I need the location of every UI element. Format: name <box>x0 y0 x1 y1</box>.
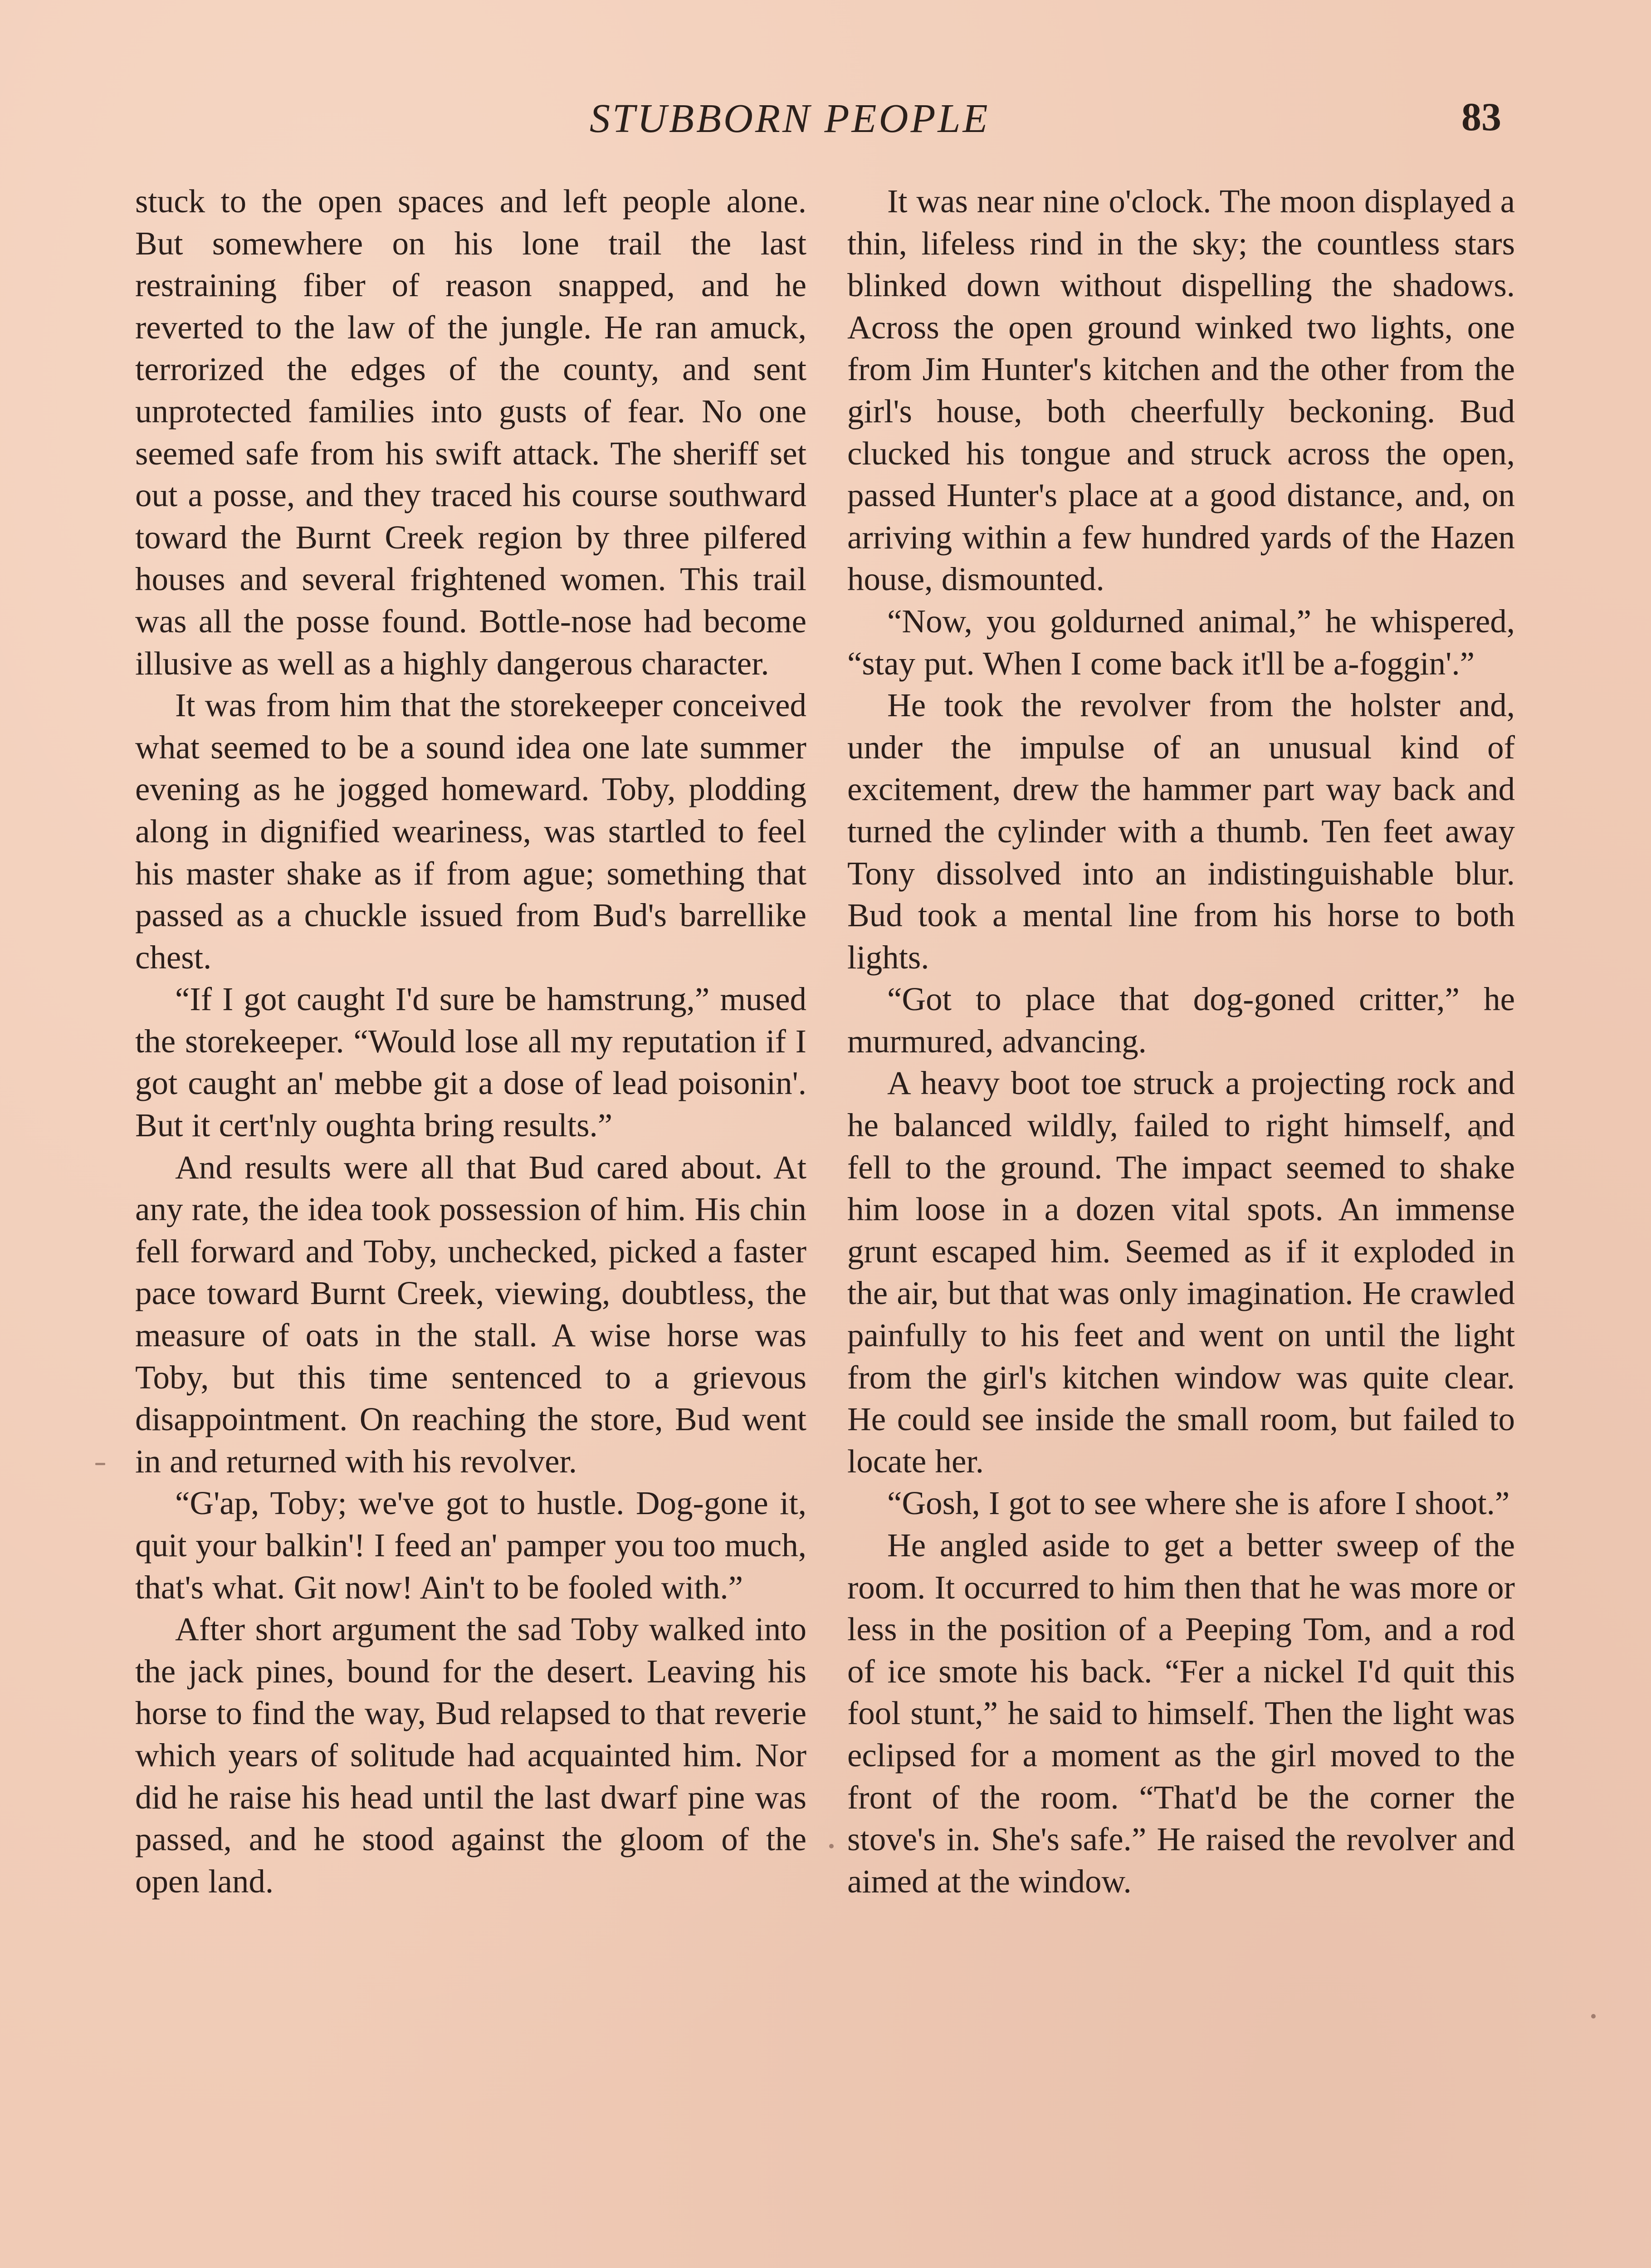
paragraph: It was from him that the storekeeper conceived what seemed to be a sound idea one late summer evening as he jogged homeward. Toby, plodding along in dignified weariness, was startled to feel his master shake as if from ague; something that passed as a chuckle issued from Bud's barrellike chest. <box>135 687 806 976</box>
left-column <box>135 181 806 1902</box>
page-number: 83 <box>1461 95 1501 139</box>
paragraph: And results were all that Bud cared about. At any rate, the idea took possession of him. His chin fell forward and Toby, unchecked, picked a faster pace toward Burnt Creek, viewing, doubtless, the measure of oats in the stall. A wise horse was Toby, but this time sentenced to a grievous disappointment. On reaching the store, Bud went in and returned with his revolver. <box>135 1149 806 1480</box>
paragraph: stuck to the open spaces and left people alone. But somewhere on his lone trail the last restraining fiber of reason snapped, and he reverted to the law of the jungle. He ran amuck, terrorized the edges of the county, and sent unprotected families into gusts of fear. No one seemed safe from his swift attack. The sheriff set out a posse, and they traced his course southward toward the Burnt Creek region by three pilfered houses and several frightened women. This trail was all the posse found. Bottle-nose had become illusive as well as a highly dangerous character. <box>135 183 806 682</box>
paragraph: It was near nine o'clock. The moon displayed a thin, lifeless rind in the sky; the countless stars blinked down without dispelling the shadows. Across the open ground winked two lights, one from Jim Hunter's kitchen and the other from the girl's house, both cheerfully beckoning. Bud clucked his tongue and struck across the open, passed Hunter's place at a good distance, and, on arriving within a few hundred yards of the Hazen house, dismounted. <box>847 183 1515 598</box>
running-title: STUBBORN PEOPLE <box>590 96 990 141</box>
paragraph: “G'ap, Toby; we've got to hustle. Dog-gone it, quit your balkin'! I feed an' pamper you too much, that's what. Git now! Ain't to be fooled with.” <box>135 1485 806 1606</box>
right-column <box>847 181 1515 1902</box>
paragraph: He angled aside to get a better sweep of the room. It occurred to him then that he was more or less in the position of a Peeping Tom, and a rod of ice smote his back. “Fer a nickel I'd quit this fool stunt,” he said to himself. Then the light was eclipsed for a moment as the girl moved to the front of the room. “That'd be the corner the stove's in. She's safe.” He raised the revolver and aimed at the window. <box>847 1527 1515 1900</box>
paragraph: After short argument the sad Toby walked into the jack pines, bound for the desert. Leaving his horse to find the way, Bud relapsed to that reverie which years of solitude had acquainted him. Nor did he raise his head until the last dwarf pine was passed, and he stood against the gloom of the open land. <box>135 1611 806 1900</box>
paragraph: “Now, you goldurned animal,” he whispered, “stay put. When I come back it'll be a-foggin'.” <box>847 602 1515 682</box>
paragraph: “Gosh, I got to see where she is afore I shoot.” <box>887 1485 1510 1522</box>
paragraph: “Got to place that dog-goned critter,” he murmured, advancing. <box>847 981 1515 1060</box>
paragraph: A heavy boot toe struck a projecting rock and he balanced wildly, failed to right himself, and fell to the ground. The impact seemed to shake him loose in a dozen vital spots. An immense grunt escaped him. Seemed as if it exploded in the air, but that was only imagination. He crawled painfully to his feet and went on until the light from the girl's kitchen window was quite clear. He could see inside the small room, but failed to locate her. <box>847 1065 1515 1480</box>
paragraph: “If I got caught I'd sure be hamstrung,” mused the storekeeper. “Would lose all my reputation if I got caught an' mebbe git a dose of lead poisonin'. But it cert'nly oughta bring results.” <box>135 981 806 1144</box>
running-head <box>0 93 1651 147</box>
paragraph: He took the revolver from the holster and, under the impulse of an unusual kind of excitement, drew the hammer part way back and turned the cylinder with a thumb. Ten feet away Tony dissolved into an indistinguishable blur. Bud took a mental line from his horse to both lights. <box>847 687 1515 976</box>
